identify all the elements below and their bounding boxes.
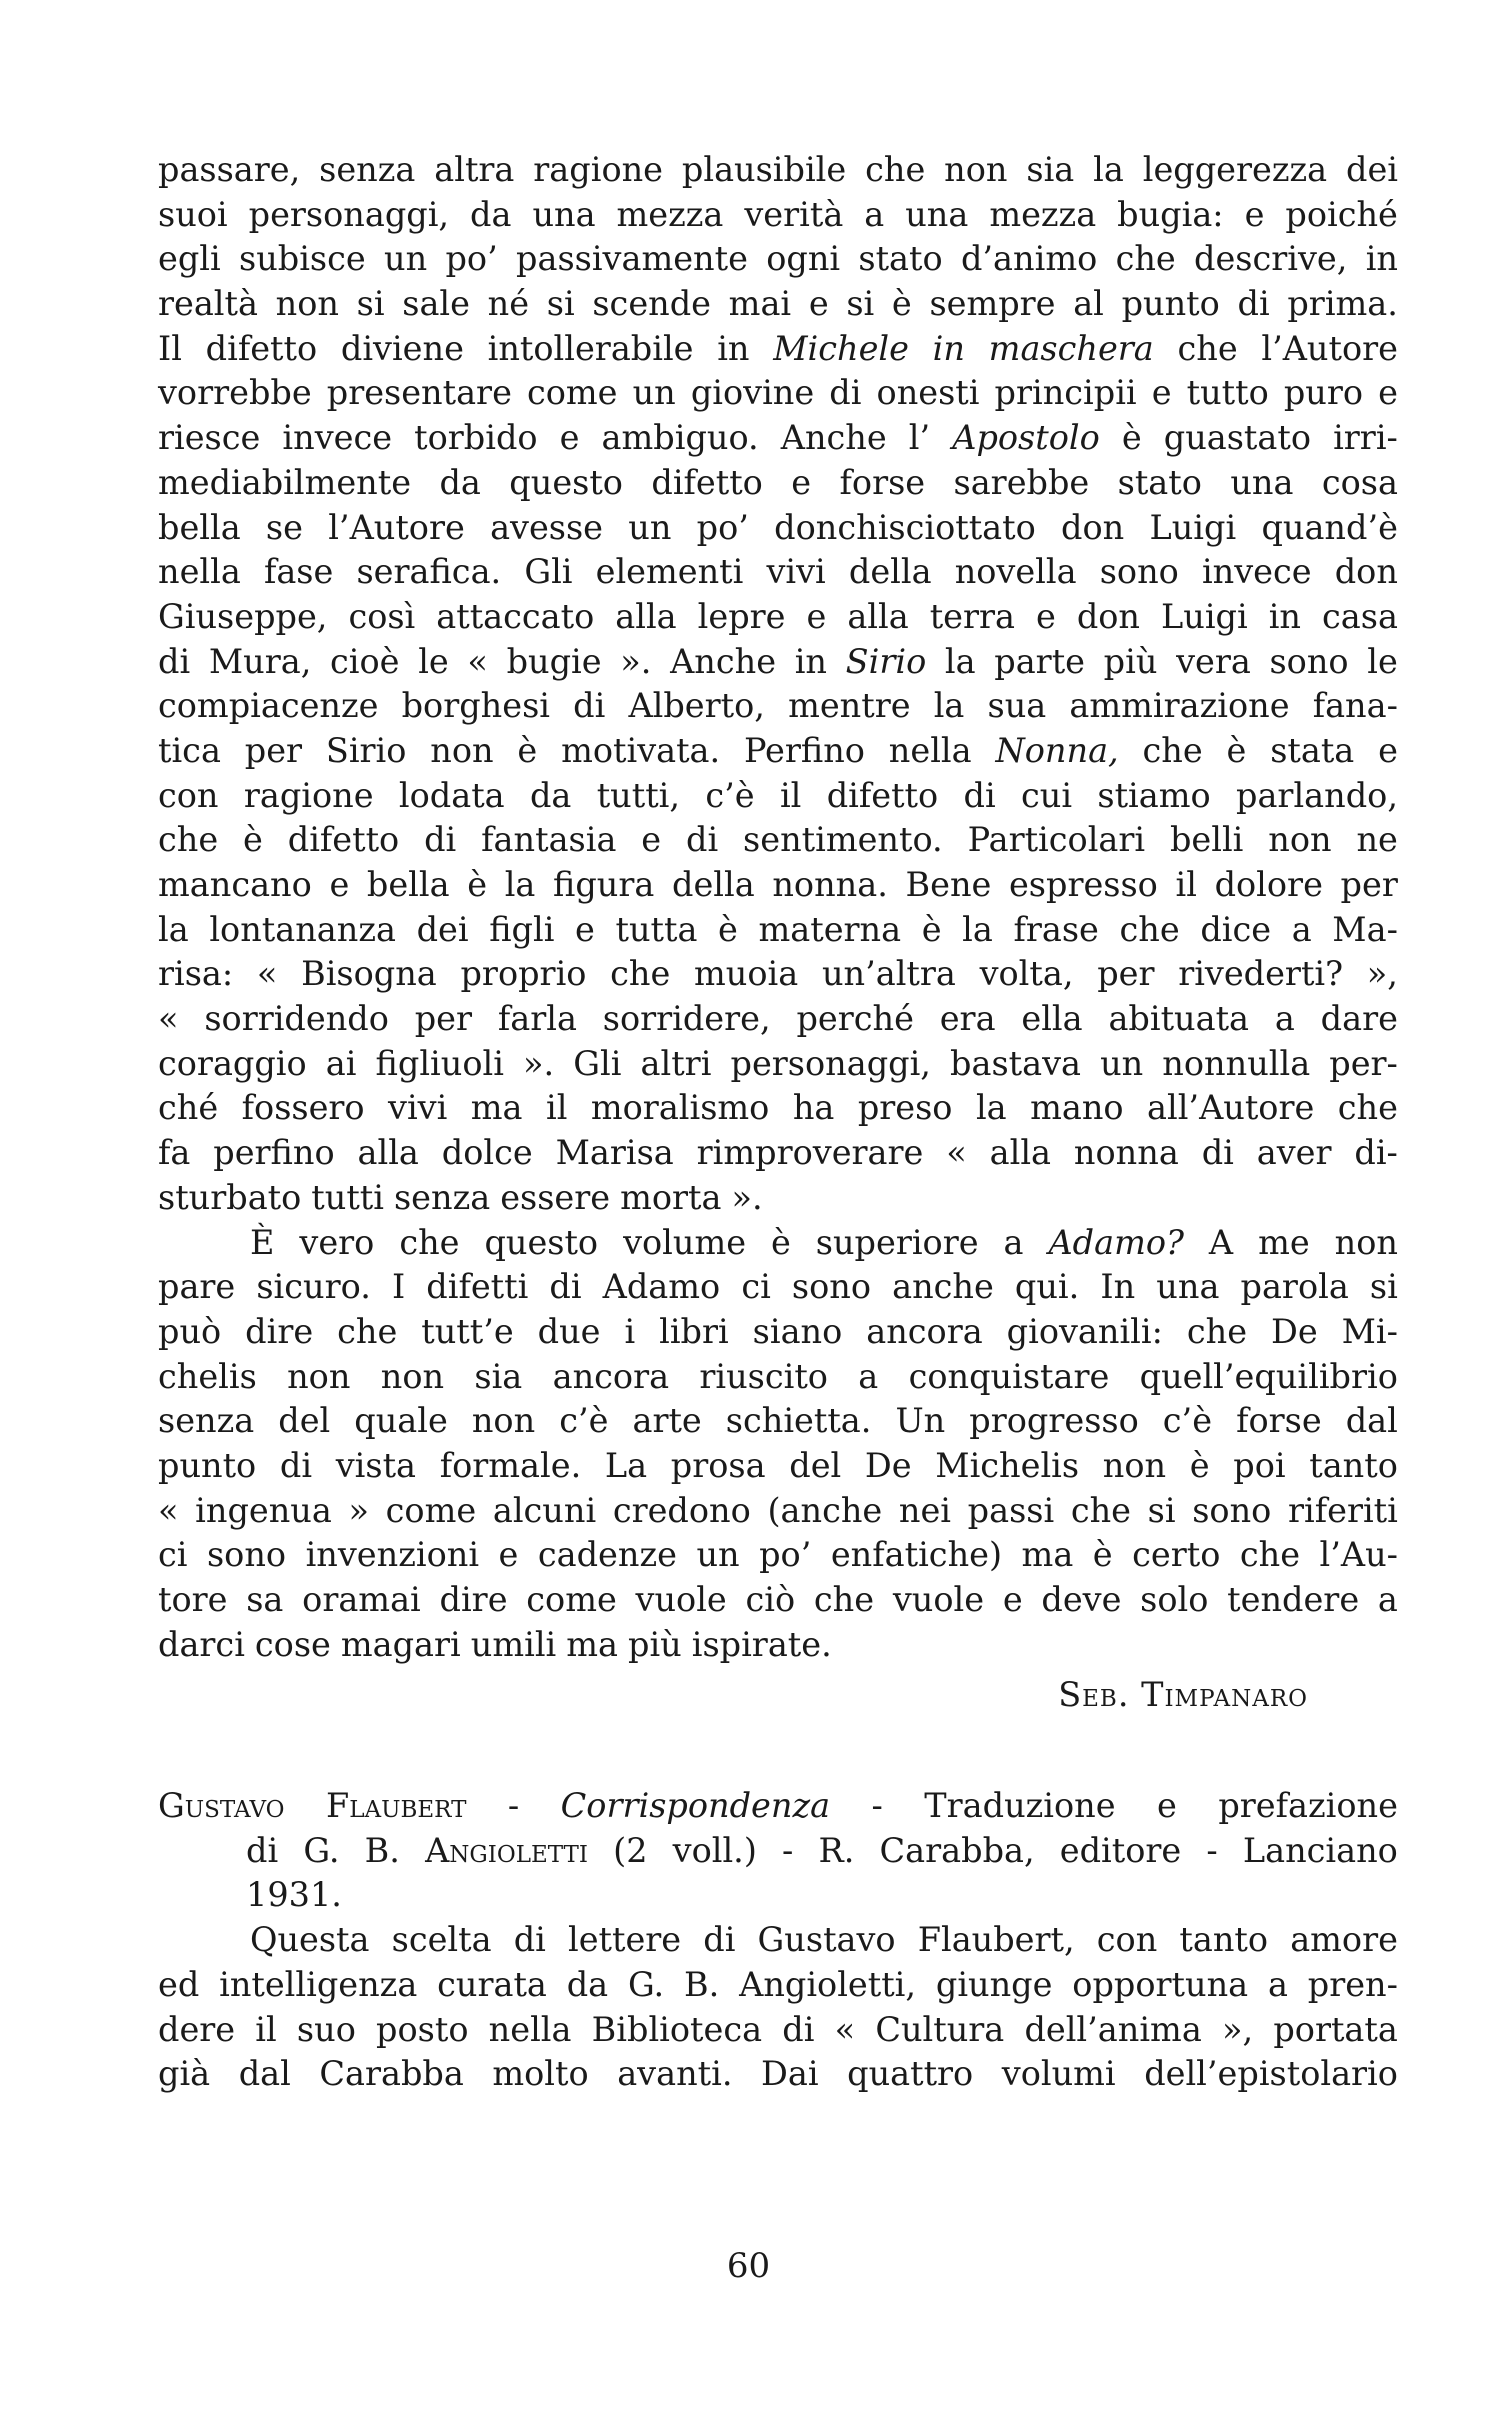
text-line: suoi personaggi, da una mezza verità a una mezza bugia: e poiché <box>158 194 1398 234</box>
text-line: nella fase serafica. Gli elementi vivi della novella sono invece don <box>158 552 1398 592</box>
text-line: egli subisce un po’ passivamente ogni stato d’animo che descrive, in <box>158 239 1398 279</box>
text-line: sturbato tutti senza essere morta ». <box>158 1177 763 1217</box>
signature: Seb. Timpanaro <box>1058 1675 1308 1715</box>
section-gap <box>158 1718 1398 1784</box>
text-line: riesce invece torbido e ambiguo. Anche l’ Apostolo è guastato irri- <box>158 418 1398 458</box>
text-line: Questa scelta di lettere di Gustavo Flaubert, con tanto amore <box>250 1920 1398 1960</box>
text-line: dere il suo posto nella Biblioteca di « Cultura dell’anima », portata <box>158 2009 1398 2049</box>
text-line: passare, senza altra ragione plausibile che non sia la leggerezza dei <box>158 150 1398 189</box>
text-line: può dire che tutt’e due i libri siano ancora giovanili: che De Mi- <box>158 1311 1398 1351</box>
text-line: tore sa oramai dire come vuole ciò che vuole e deve solo tendere a <box>158 1580 1398 1619</box>
signature-line <box>158 1673 1398 1718</box>
text-line: coraggio ai figliuoli ». Gli altri personaggi, bastava un nonnulla per- <box>158 1043 1398 1083</box>
text-line: che è difetto di fantasia e di sentimento. Particolari belli non ne <box>158 820 1398 860</box>
heading-line: 1931. <box>246 1875 342 1915</box>
text-line: senza del quale non c’è arte schietta. Un progresso c’è forse dal <box>158 1401 1398 1441</box>
text-line: con ragione lodata da tutti, c’è il difetto di cui stiamo parlando, <box>158 775 1398 815</box>
review-timpanaro <box>158 148 1398 1667</box>
heading-line: Gustavo Flaubert - Corrispondenza - Traduzione e prefazione <box>158 1786 1398 1826</box>
text-line: darci cose magari umili ma più ispirate. <box>158 1624 832 1664</box>
text-line: realtà non si sale né si scende mai e si è sempre al punto di prima. <box>158 284 1398 324</box>
text-line: ci sono invenzioni e cadenze un po’ enfatiche) ma è certo che l’Au- <box>158 1535 1398 1575</box>
text-line: vorrebbe presentare come un giovine di onesti principii e tutto puro e <box>158 373 1398 413</box>
text-line: mancano e bella è la figura della nonna. Bene espresso il dolore per <box>158 865 1398 904</box>
text-line: ed intelligenza curata da G. B. Angioletti, giunge opportuna a pren- <box>158 1964 1398 2004</box>
text-block <box>158 148 1398 2097</box>
text-line: di Mura, cioè le « bugie ». Anche in Sirio la parte più vera sono le <box>158 641 1398 681</box>
text-line: « ingenua » come alcuni credono (anche nei passi che si sono riferiti <box>158 1490 1398 1530</box>
review-flaubert-heading <box>158 1784 1398 1918</box>
text-line: compiacenze borghesi di Alberto, mentre la sua ammirazione fana- <box>158 686 1398 726</box>
text-line: È vero che questo volume è superiore a Adamo? A me non <box>250 1222 1398 1262</box>
text-line: Giuseppe, così attaccato alla lepre e alla terra e don Luigi in casa <box>158 596 1398 636</box>
text-line: risa: « Bisogna proprio che muoia un’altra volta, per rivederti? », <box>158 954 1398 994</box>
text-line: pare sicuro. I difetti di Adamo ci sono anche qui. In una parola si <box>158 1267 1398 1307</box>
text-line: tica per Sirio non è motivata. Perfino nella Nonna, che è stata e <box>158 730 1398 770</box>
text-line: chelis non non sia ancora riuscito a conquistare quell’equilibrio <box>158 1356 1398 1396</box>
text-line: « sorridendo per farla sorridere, perché era ella abituata a dare <box>158 999 1398 1039</box>
page-number: 60 <box>726 2246 771 2286</box>
text-line: mediabilmente da questo difetto e forse sarebbe stato una cosa <box>158 462 1398 502</box>
text-line: già dal Carabba molto avanti. Dai quattro volumi dell’epistolario <box>158 2054 1398 2094</box>
text-line: fa perfino alla dolce Marisa rimproverare « alla nonna di aver di- <box>158 1133 1398 1173</box>
text-line: bella se l’Autore avesse un po’ donchisciottato don Luigi quand’è <box>158 507 1398 547</box>
text-line: ché fossero vivi ma il moralismo ha preso la mano all’Autore che <box>158 1088 1398 1128</box>
heading-line: di G. B. Angioletti (2 voll.) - R. Carabba, editore - Lanciano <box>246 1830 1398 1870</box>
text-line: la lontananza dei figli e tutta è materna è la frase che dice a Ma- <box>158 909 1398 949</box>
text-line: Il difetto diviene intollerabile in Michele in maschera che l’Autore <box>158 328 1398 368</box>
review-flaubert-body <box>158 1918 1398 2097</box>
text-line: punto di vista formale. La prosa del De Michelis non è poi tanto <box>158 1445 1398 1485</box>
